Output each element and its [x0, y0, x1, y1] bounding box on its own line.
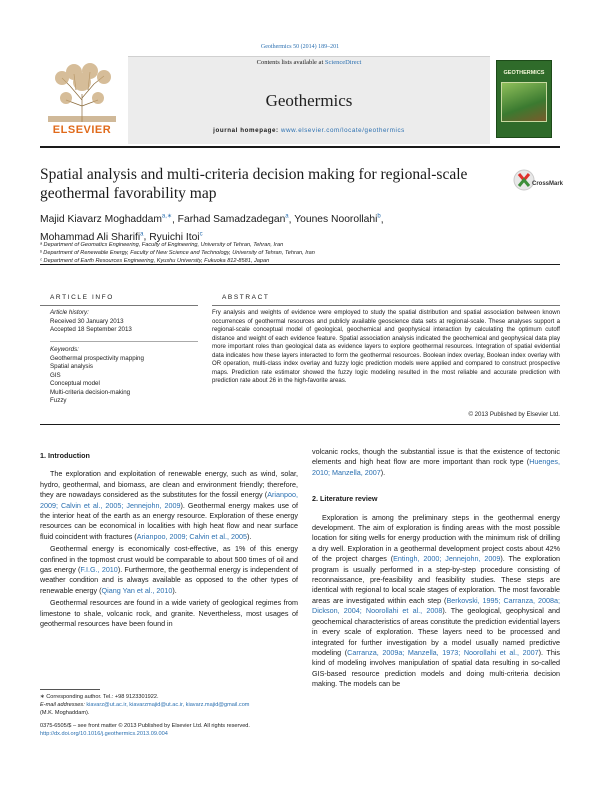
email-owner: (M.K. Moghaddam). — [40, 710, 90, 716]
crossmark-badge[interactable] — [512, 168, 564, 204]
doi-link[interactable]: http://dx.doi.org/10.1016/j.geothermics.2013.09.004 — [40, 731, 168, 737]
affiliation: ᶜ Department of Earth Resources Engineering, Kyushu University, Fukuoka 812-8581, Japan — [40, 258, 270, 264]
journal-citation[interactable]: Geothermics 50 (2014) 189–201 — [260, 44, 340, 50]
header-divider — [40, 146, 560, 148]
citation-link[interactable]: Huenges, 2010; Manzella, 2007 — [312, 457, 560, 477]
issn-line: 0375-6505/$ – see front matter © 2013 Published by Elsevier Ltd. All rights reserved. — [40, 723, 250, 729]
paragraph: Exploration is among the preliminary steps in the geothermal energy development. The aim of exploration is finding areas with the most possible location for siting wells for energy production with the minimum risk of drilling a dry well. Exploration in a geothermal development project costs about 42% of the project charges (Entingh, 2000; Jennejohn, 2009). The exploration program is usually performed in a step-by-step procedure consisting of reconnaissance, pre-feasibility and feasibility studies. These steps are identical with regional to local scale stages of exploration. The most favorable areas are investigated within each step (Berkovski, 1995; Carranza, 2008a; Dickson, 2004; Noorollahi et al., 2008). The geological, geophysical and geochemical characteristics of areas constitute the prediction evidential layers in every scale of exploration. These layers need to be processed and integrated for further investigation by a model usually named predictive modeling (Carranza, 2009a; Manzella, 1973; Noorollahi et al., 2007). This kind of modeling involves manipulation of spatial data resulting in so-called GIS-based resource prediction models and doing multi-criteria decision making. The models can be — [312, 512, 561, 689]
author-list: Majid Kiavarz Moghaddam$^{a,∗}$, Farhad Samadzadegan$^a$, Younes Noorollahi$^b$, Mohammad Ali Sharifi$^a$, Ryuichi Itoi$^c$ — [40, 214, 384, 243]
cover-title: GEOTHERMICS — [503, 70, 545, 76]
contents-line — [128, 59, 490, 66]
body-divider — [40, 424, 560, 425]
article-title: Spatial analysis and multi-criteria decision making for regional-scale geothermal favorability map — [40, 166, 468, 202]
citation-link[interactable]: Arianpoo, 2009; Calvin et al., 2005; Jennejohn, 2009 — [40, 490, 298, 510]
keyword: Fuzzy — [50, 397, 67, 404]
keywords-divider — [50, 341, 198, 342]
abstract-copyright: © 2013 Published by Elsevier Ltd. — [468, 411, 560, 418]
sciencedirect-link[interactable]: ScienceDirect — [324, 59, 362, 66]
citation-link[interactable]: Arianpoo, 2009; Calvin et al., 2005 — [136, 531, 247, 541]
journal-name: Geothermics — [265, 91, 353, 110]
homepage-url-link[interactable]: www.elsevier.com/locate/geothermics — [281, 127, 405, 134]
paragraph: volcanic rocks, though the substantial issue is that the existence of tectonic elements and high heat flow are more important than rock type (Huenges, 2010; Manzella, 2007). — [312, 447, 560, 477]
citation-link[interactable]: Qiang Yan et al., 2010 — [101, 585, 173, 595]
author[interactable]: Farhad Samadzadegan$^a$ — [177, 214, 289, 226]
left-column — [40, 451, 298, 632]
introduction-heading: 1. Introduction — [40, 451, 90, 460]
abstract-heading: ABSTRACT — [222, 294, 270, 301]
citation-link[interactable]: Carranza, 2009a; Manzella, 1973; Noorollahi et al., 2007 — [347, 647, 539, 657]
author[interactable]: Ryuichi Itoi$^c$ — [149, 231, 203, 243]
article-info-divider — [40, 305, 198, 306]
affiliation-divider — [40, 264, 560, 265]
crossmark-label: CrossMark — [532, 181, 564, 187]
affiliation: ᵇ Department of Renewable Energy, Faculty of New Science and Technology, University of Tehran, Tehran, Iran — [40, 250, 315, 256]
author[interactable]: Mohammad Ali Sharifi$^a$ — [40, 231, 144, 243]
literature-review-heading: 2. Literature review — [312, 494, 378, 504]
right-column — [312, 447, 560, 692]
author[interactable]: Younes Noorollahi$^b$ — [294, 214, 381, 226]
elsevier-wordmark: ELSEVIER — [52, 124, 112, 136]
homepage-label: journal homepage: — [213, 127, 282, 134]
keyword: Conceptual model — [50, 380, 100, 387]
citation-link[interactable]: F.I.G., 2010 — [80, 565, 118, 575]
article-history: Article history: Received 30 January 2013 Accepted 18 September 2013 — [50, 309, 132, 333]
paragraph: The exploration and exploitation of renewable energy, such as wind, solar, hydro, geothermal, and biomass, are clean and environment friendly; therefore, they are nowadays considered as the substitutes for the fossil energy (Arianpoo, 2009; Calvin et al., 2005; Jennejohn, 2009). Geothermal energy makes use of the interior heat of the earth as an energy resource. Exploration of these energy resources can be economical in localities with high heat flow and near surface fluid coincident with fractures (Arianpoo, 2009; Calvin et al., 2005). — [40, 469, 299, 541]
affiliation: ᵃ Department of Geomatics Engineering, Faculty of Engineering, University of Tehran, Tehran, Iran — [40, 242, 284, 248]
contents-prefix: Contents lists available at — [256, 59, 325, 66]
cover-photo — [501, 82, 547, 122]
citation-link[interactable]: Entingh, 2000; Jennejohn, 2009 — [393, 554, 501, 564]
author[interactable]: Majid Kiavarz Moghaddam$^{a,∗}$ — [40, 214, 172, 226]
paragraph: Geothermal resources are found in a wide variety of geological regimes from limestone to shale, volcanic rock, and granite. Nevertheless, most usages of geothermal resources have been found in — [40, 598, 298, 629]
article-info-heading: ARTICLE INFO — [50, 294, 114, 301]
keyword: GIS — [50, 371, 61, 379]
keywords-block: Keywords: Geothermal prospectivity mapping Spatial analysis GIS Conceptual model Multi-criteria decision-making Fuzzy — [50, 346, 198, 406]
journal-homepage — [128, 127, 490, 134]
footnote-divider — [40, 689, 100, 690]
keyword: Spatial analysis — [50, 363, 93, 370]
abstract-text: Fry analysis and weights of evidence were employed to study the spatial distribution and spatial association between known occurrences of geothermal resources and publicly available geoscience data sets at regional-scale. These analyses support a regional-scale conceptual model of geological, geochemical and geophysical interaction by calculating the optimum cutoff distance and weight of each evidence feature. Spatial association analysis indicated the geochemical and geophysical data play more important roles than geological data as evidence layers to explore geothermal resources. Integration of spatial evidential data indicates how these layers interacted to form the geothermal resources. Boolean index overlay, Boolean index overlay with OR operation, multi-class index overlay and fuzzy logic prediction models were applied and compared to construct prospective maps. Prediction rate estimator showed the fuzzy logic modeling resulted in the most reliable and accurate prediction with prediction rate about 26 in the high-favorite areas. — [212, 309, 560, 385]
corresponding-author-note: ∗ Corresponding author. Tel.: +98 9123301922. — [40, 694, 159, 700]
paragraph: Geothermal energy is economically cost-effective, as 1% of this energy confined in the topmost crust would be comparable to about 500 times of oil and gas energy (F.I.G., 2010). Furthermore, the geothermal energy is independent of weather condition and is always available as opposed to the other types of renewable energy (Qiang Yan et al., 2010). — [40, 544, 299, 595]
email-link[interactable]: kiavarz@ut.ac.ir, kiavarzmajid@ut.ac.ir, kiavarz.majid@gmail.com — [86, 702, 250, 708]
keyword: Multi-criteria decision-making — [50, 388, 131, 396]
abstract-divider — [212, 305, 560, 306]
email-note: E-mail addresses: kiavarz@ut.ac.ir, kiavarzmajid@ut.ac.ir, kiavarz.majid@gmail.com — [40, 702, 250, 708]
keyword: Geothermal prospectivity mapping — [50, 354, 144, 362]
citation-link[interactable]: Berkovski, 1995; Carranza, 2008a; Dickson, 2004; Noorollahi et al., 2008 — [312, 595, 560, 616]
